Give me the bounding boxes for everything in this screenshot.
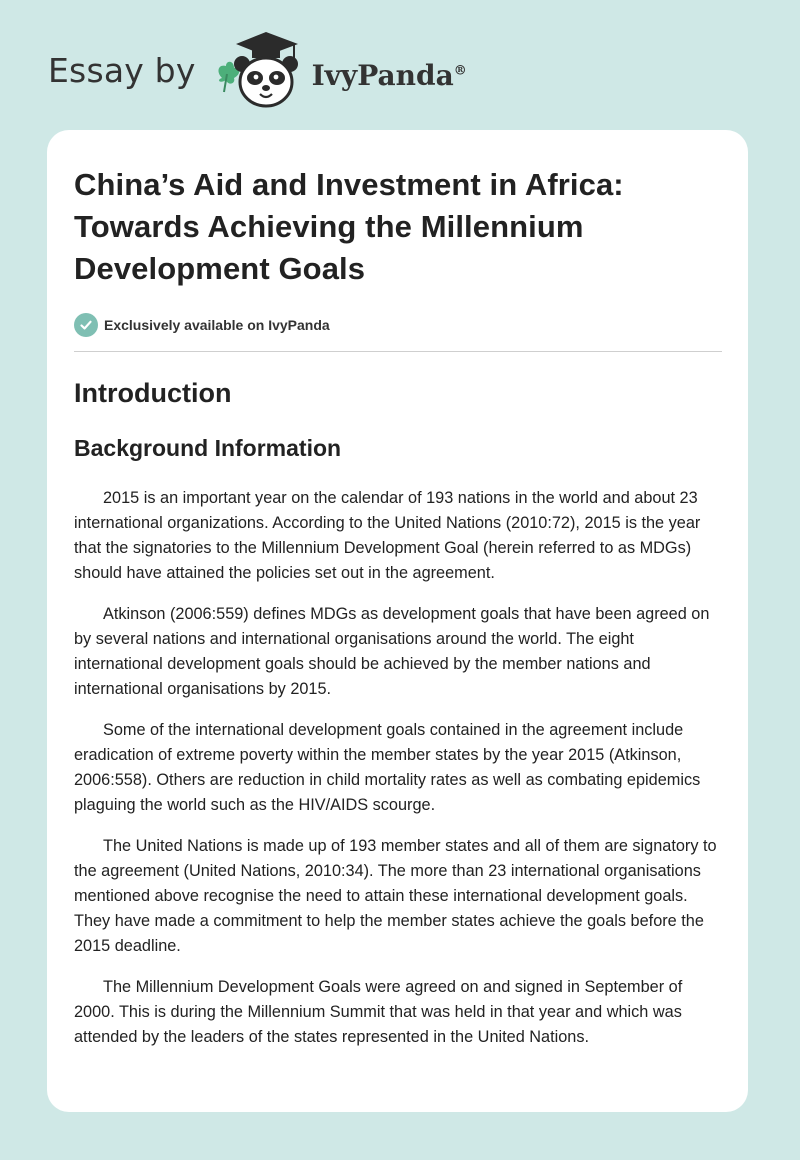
paragraph: Some of the international development goals contained in the agreement include eradication of extreme poverty within the member states by the year 2015 (Atkinson, 2006:558). Others are reduction in child mortality rates as well as combating epidemics plaguing the world such as the HIV/AIDS scourge. [74, 721, 701, 814]
paragraph: The Millennium Development Goals were agreed on and signed in September of 2000. This is during the Millennium Summit that was held in that year and which was attended by the leaders of the states represented in the United Nations. [74, 978, 683, 1046]
check-icon [74, 313, 98, 337]
ivypanda-logo[interactable] [214, 30, 467, 110]
paragraph: The United Nations is made up of 193 member states and all of them are signatory to the agreement (United Nations, 2010:34). The more than 23 international organisations mentioned above recognise the need to attain these international development goals. They have made a commitment to help the member states achieve the goals before the 2015 deadline. [74, 837, 717, 955]
brand-name: IvyPanda® [311, 58, 467, 92]
essay-by-label: Essay by [48, 50, 196, 90]
paragraph: Atkinson (2006:559) defines MDGs as development goals that have been agreed on by several nations and international organisations around the world. The eight international development goals should be achieved by the member nations and international organisations by 2015. [74, 605, 710, 698]
exclusive-label: Exclusively available on IvyPanda [104, 317, 330, 333]
site-header [48, 30, 467, 110]
essay-card [47, 130, 748, 1112]
panda-logo-icon [214, 30, 306, 110]
essay-title: China’s Aid and Investment in Africa: Towards Achieving the Millennium Development Goals [74, 167, 624, 286]
section-heading: Introduction [74, 378, 232, 408]
exclusive-badge [74, 312, 722, 338]
divider [74, 351, 722, 352]
paragraph: 2015 is an important year on the calendar of 193 nations in the world and about 23 international organizations. According to the United Nations (2010:72), 2015 is the year that the signatories to the Millennium Development Goal (herein referred to as MDGs) should have attained the policies set out in the agreement. [74, 489, 701, 582]
subsection-heading: Background Information [74, 435, 342, 461]
